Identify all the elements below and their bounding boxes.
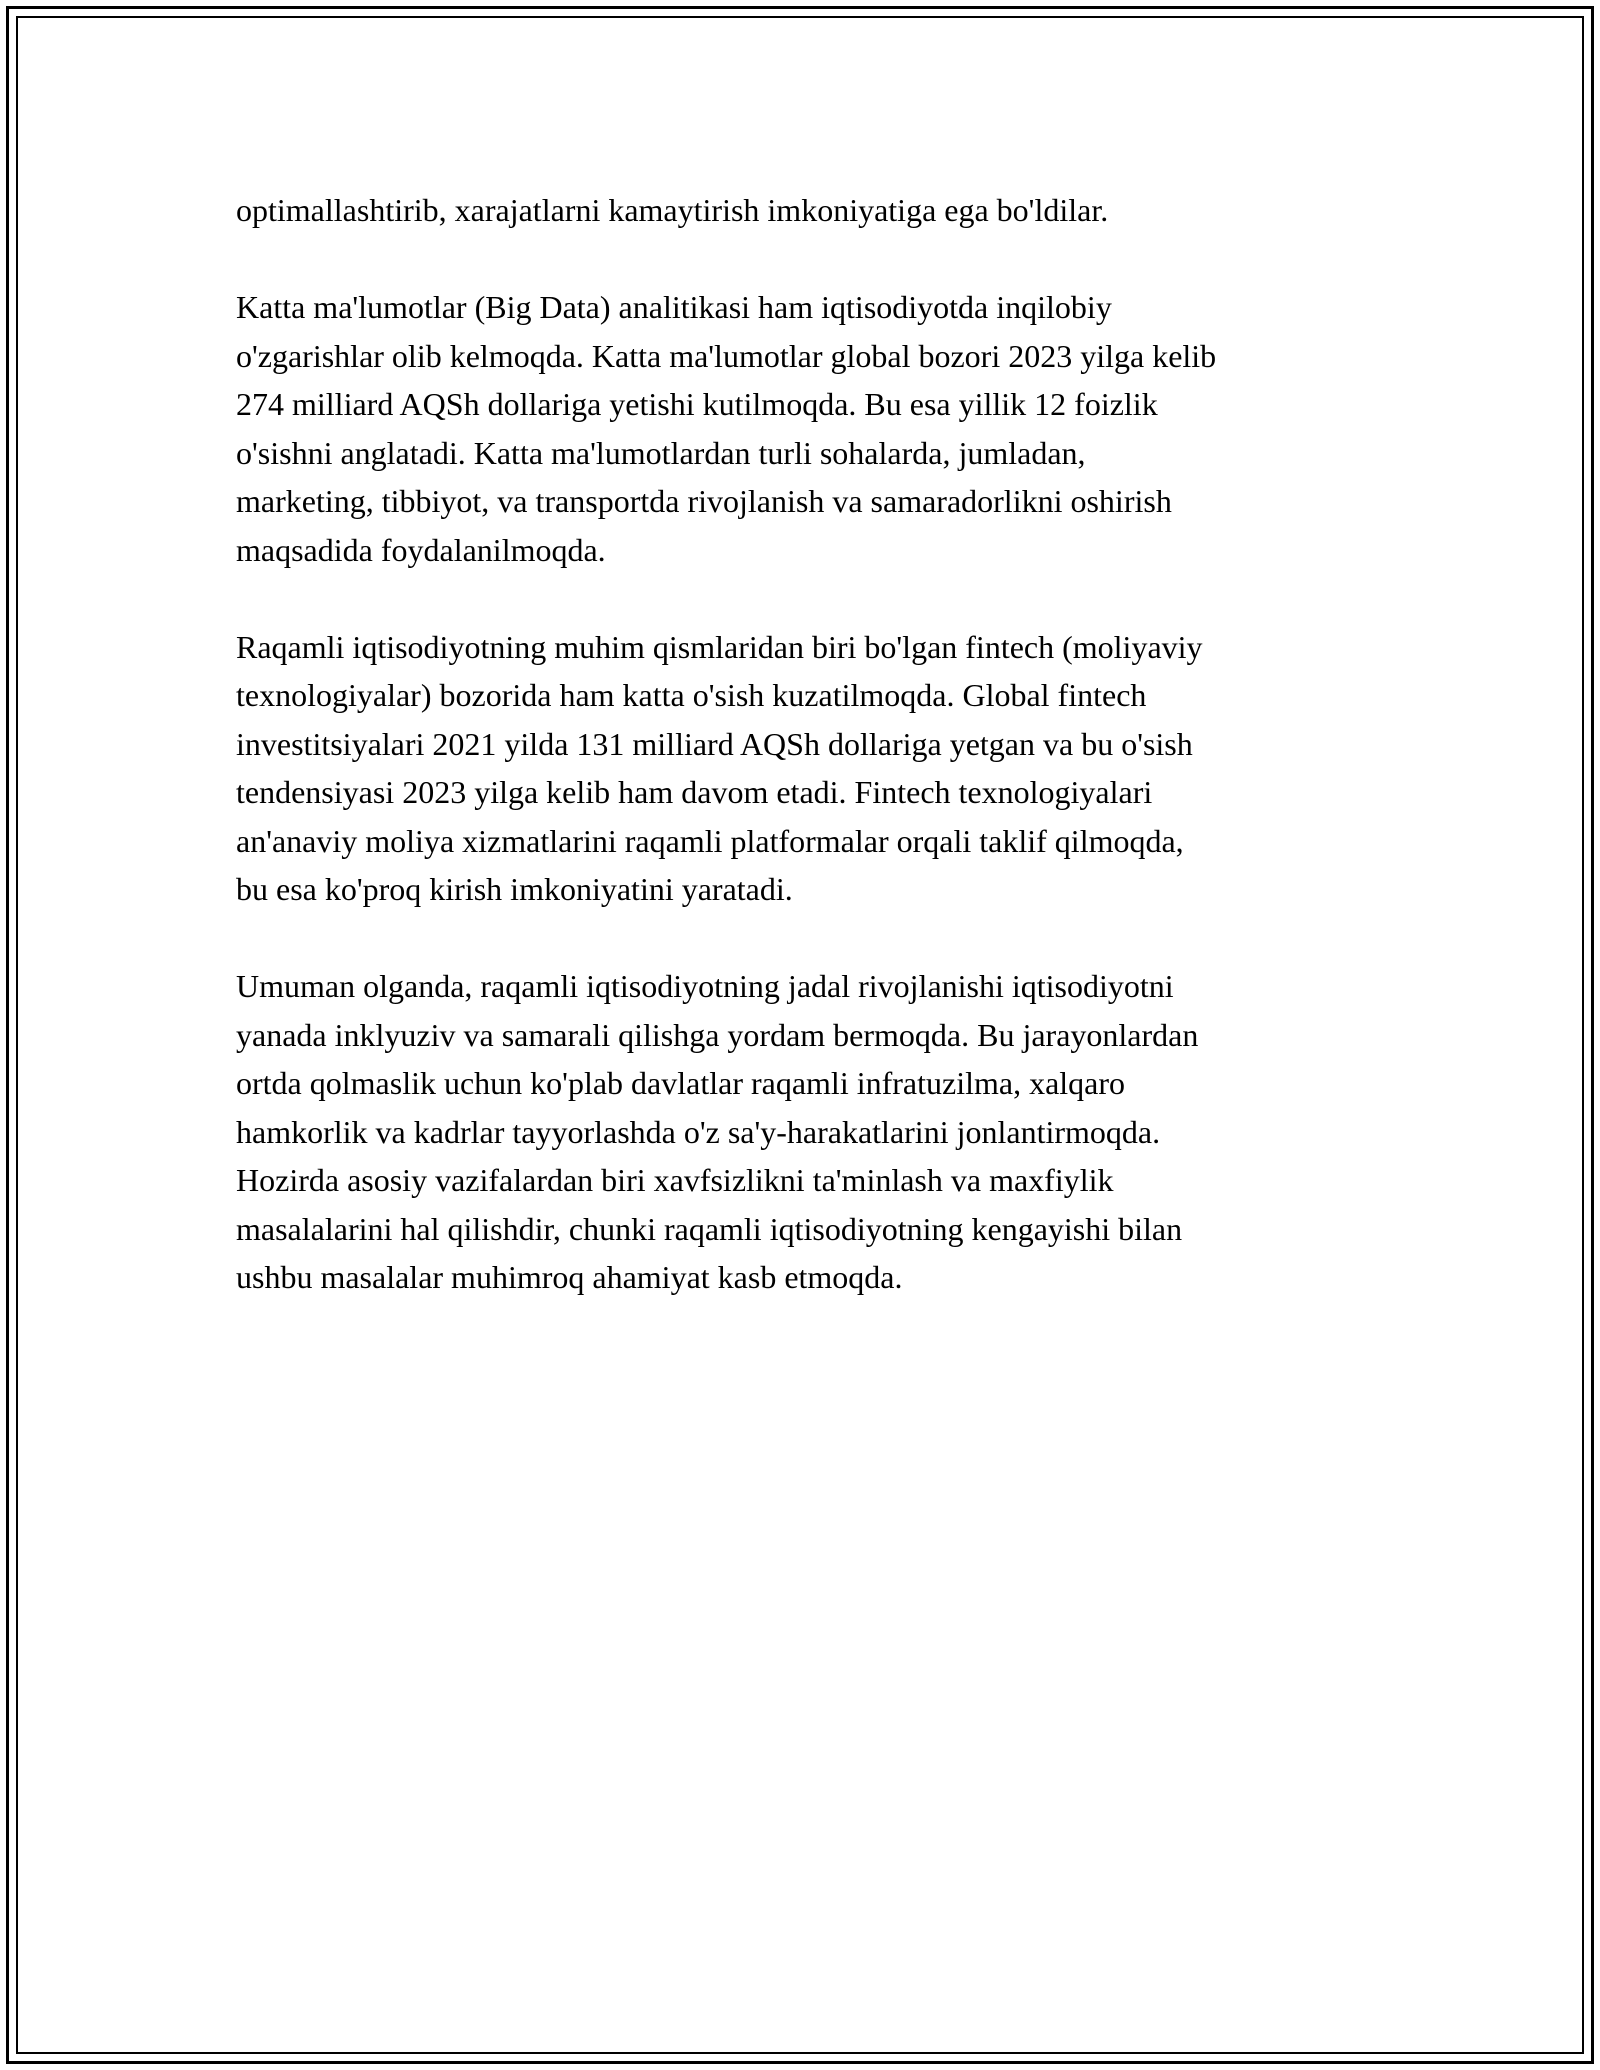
paragraph-1: optimallashtirib, xarajatlarni kamaytirish imkoniyatiga ega bo'ldilar. (236, 192, 1109, 228)
document-body (236, 186, 1366, 1350)
paragraph-3: Raqamli iqtisodiyotning muhim qismlaridan biri bo'lgan fintech (moliyaviy texnologiyalar) bozorida ham katta o'sish kuzatilmoqda. Global fintech investitsiyalari 2021 yilda 131 milliard AQSh dollariga yetgan va bu o'sish tendensiyasi 2023 yilga kelib ham davom etadi. Fintech texnologiyalari an'anaviy moliya xizmatlarini raqamli platformalar orqali taklif qilmoqda, bu esa ko'proq kirish imkoniyatini yaratadi. (236, 628, 1203, 907)
paragraph-4: Umuman olganda, raqamli iqtisodiyotning jadal rivojlanishi iqtisodiyotni yanada inklyuziv va samarali qilishga yordam bermoqda. Bu jarayonlardan ortda qolmaslik uchun ko'plab davlatlar raqamli infratuzilma, xalqaro hamkorlik va kadrlar tayyorlashda o'z sa'y-harakatlarini jonlantirmoqda. Hozirda asosiy vazifalardan biri xavfsizlikni ta'minlash va maxfiylik masalalarini hal qilishdir, chunki raqamli iqtisodiyotning kengayishi bilan ushbu masalalar muhimroq ahamiyat kasb etmoqda. (236, 968, 1199, 1295)
paragraph-2: Katta ma'lumotlar (Big Data) analitikasi ham iqtisodiyotda inqilobiy o'zgarishlar olib kelmoqda. Katta ma'lumotlar global bozori 2023 yilga kelib 274 milliard AQSh dollariga yetishi kutilmoqda. Bu esa yillik 12 foizlik o'sishni anglatadi. Katta ma'lumotlardan turli sohalarda, jumladan, marketing, tibbiyot, va transportda rivojlanish va samaradorlikni oshirish maqsadida foydalanilmoqda. (236, 289, 1217, 568)
